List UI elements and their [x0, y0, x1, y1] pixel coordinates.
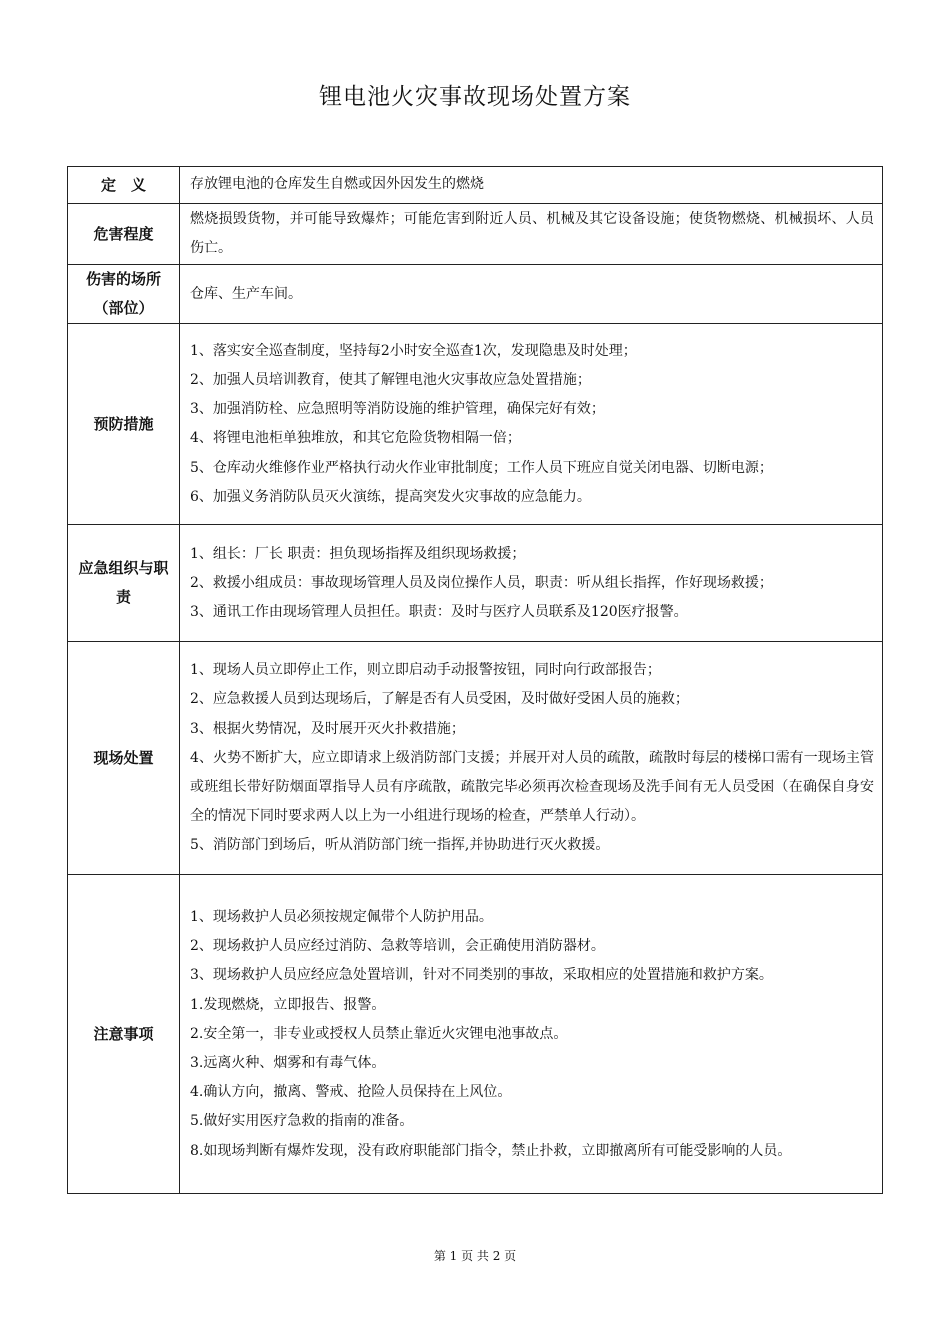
content-line: 2、加强人员培训教育，使其了解锂电池火灾事故应急处置措施； — [190, 372, 591, 388]
plan-table — [67, 166, 883, 1194]
content-line: 1、现场人员立即停止工作，则立即启动手动报警按钮，同时向行政部报告； — [190, 662, 661, 679]
page-number-footer: 第 1 页 共 2 页 — [433, 1249, 517, 1263]
content-line: 1、组长：厂长 职责：担负现场指挥及组织现场救援； — [190, 545, 526, 562]
content-line: 5、仓库动火维修作业严格执行动火作业审批制度；工作人员下班应自觉关闭电器、切断电源； — [190, 459, 773, 476]
content-line: 3.远离火种、烟雾和有毒气体。 — [190, 1055, 386, 1071]
row-content — [180, 875, 883, 1194]
table-row — [68, 265, 883, 324]
row-label: 注意事项 — [68, 875, 180, 1194]
row-label: 应急组织与职责 — [68, 525, 180, 642]
content-line: 8.如现场判断有爆炸发现，没有政府职能部门指令，禁止扑救，立即撤离所有可能受影响的人员。 — [190, 1142, 792, 1159]
content-line: 1、现场救护人员必须按规定佩带个人防护用品。 — [190, 908, 493, 925]
content-line: 存放锂电池的仓库发生自燃或因外因发生的燃烧 — [190, 176, 484, 193]
table-row — [68, 525, 883, 642]
row-label: 定 义 — [68, 167, 180, 204]
content-line: 2、救援小组成员：事故现场管理人员及岗位操作人员，职责：听从组长指挥，作好现场救援； — [190, 574, 773, 591]
row-content — [180, 204, 883, 265]
table-row — [68, 204, 883, 265]
table-row — [68, 324, 883, 525]
document-title: 锂电池火灾事故现场处置方案 — [319, 84, 631, 110]
row-content — [180, 525, 883, 642]
content-line: 燃烧损毁货物，并可能导致爆炸；可能危害到附近人员、机械及其它设备设施；使货物燃烧、机械损坏、人员伤亡。 — [190, 211, 874, 257]
row-label: 危害程度 — [68, 204, 180, 265]
row-content — [180, 324, 883, 525]
content-line: 4、将锂电池柜单独堆放，和其它危险货物相隔一倍； — [190, 430, 521, 447]
content-line: 3、根据火势情况，及时展开灭火扑救措施； — [190, 720, 465, 737]
content-line: 4.确认方向，撤离、警戒、抢险人员保持在上风位。 — [190, 1084, 512, 1101]
content-line: 1、落实安全巡查制度，坚持每2小时安全巡查1次，发现隐患及时处理； — [190, 342, 637, 359]
content-line: 仓库、生产车间。 — [190, 285, 302, 302]
content-line: 2.安全第一，非专业或授权人员禁止靠近火灾锂电池事故点。 — [190, 1025, 568, 1042]
row-content — [180, 642, 883, 875]
table-row — [68, 642, 883, 875]
content-line: 3、现场救护人员应经应急处置培训，针对不同类别的事故，采取相应的处置措施和救护方案。 — [190, 967, 773, 984]
content-line: 5.做好实用医疗急救的指南的准备。 — [190, 1113, 414, 1130]
content-line: 6、加强义务消防队员灭火演练，提高突发火灾事故的应急能力。 — [190, 488, 591, 505]
content-line: 4、火势不断扩大，应立即请求上级消防部门支援；并展开对人员的疏散，疏散时每层的楼梯口需有一现场主管或班组长带好防烟面罩指导人员有序疏散，疏散完毕必须再次检查现场及洗手间有无人员受困（在确保自身安全的情况下同时要求两人以上为一小组进行现场的检查，严禁单人行动）。 — [190, 749, 874, 825]
content-line: 2、现场救护人员应经过消防、急救等培训，会正确使用消防器材。 — [190, 938, 605, 955]
row-content — [180, 265, 883, 324]
content-line: 3、加强消防栓、应急照明等消防设施的维护管理，确保完好有效； — [190, 401, 605, 418]
row-content — [180, 167, 883, 204]
content-line: 5、消防部门到场后，听从消防部门统一指挥,并协助进行灭火救援。 — [190, 837, 610, 854]
table-row — [68, 875, 883, 1194]
row-label: 现场处置 — [68, 642, 180, 875]
table-row — [68, 167, 883, 204]
content-line: 3、通讯工作由现场管理人员担任。职责：及时与医疗人员联系及120医疗报警。 — [190, 604, 688, 620]
row-label: 预防措施 — [68, 324, 180, 525]
content-line: 2、应急救援人员到达现场后，了解是否有人员受困，及时做好受困人员的施救； — [190, 691, 689, 708]
row-label: 伤害的场所（部位） — [68, 265, 180, 324]
content-line: 1.发现燃烧，立即报告、报警。 — [190, 996, 386, 1013]
